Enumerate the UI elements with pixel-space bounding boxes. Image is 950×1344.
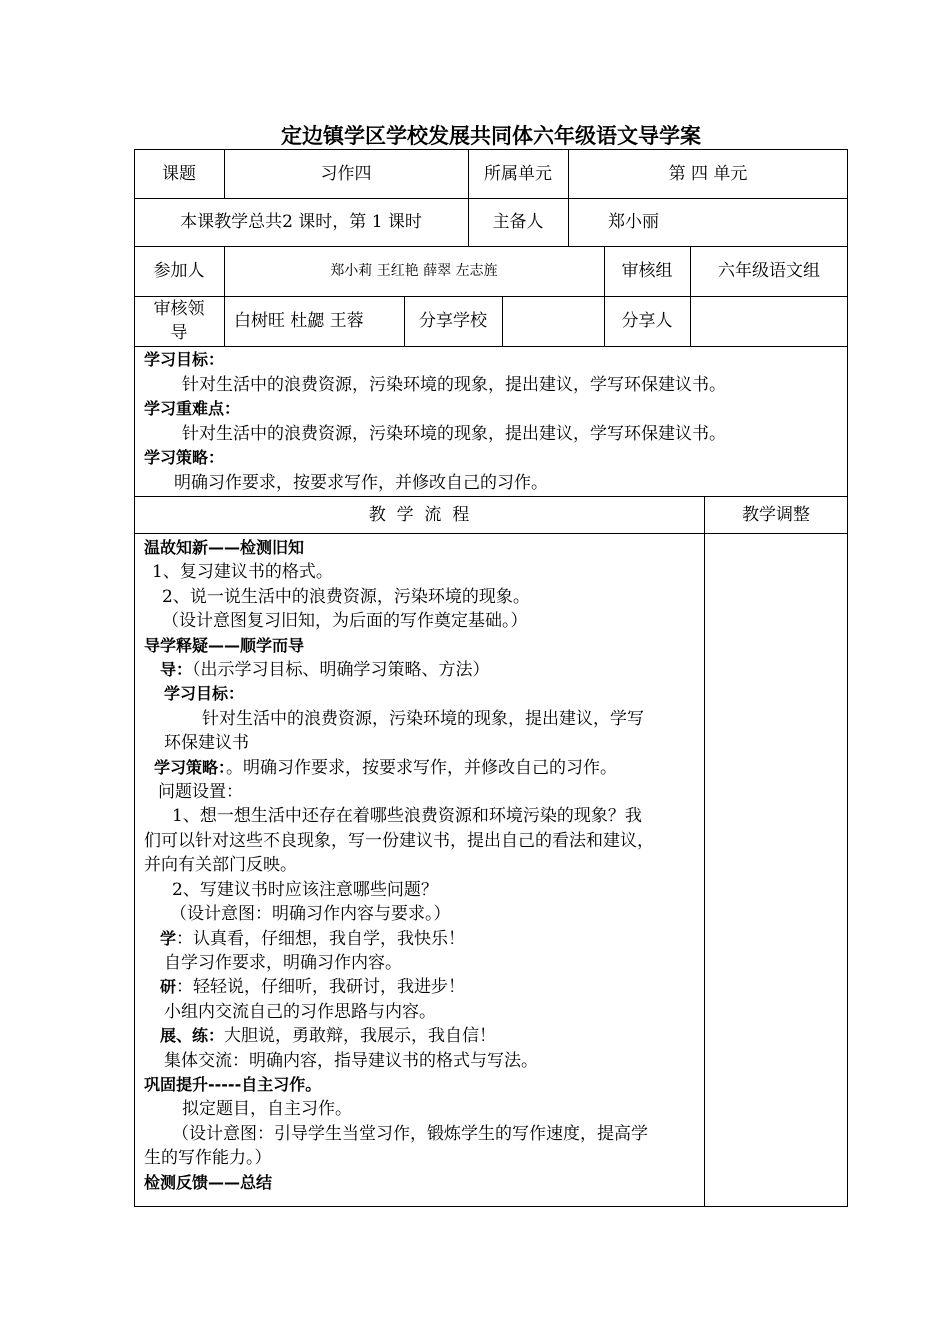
flow-line-text: 1、复习建议书的格式。 — [152, 562, 333, 583]
flow-line-text: 1、想一想生活中还存在着哪些浪费资源和环境污染的现象？我 — [172, 806, 642, 827]
flow-line — [144, 731, 700, 755]
flow-line-text: 环保建议书 — [164, 733, 249, 754]
flow-line — [144, 902, 700, 926]
label-sharer: 分享人 — [621, 311, 673, 331]
flow-line-text: 并向有关部门反映。 — [144, 855, 297, 876]
flow-line — [144, 1097, 700, 1121]
flow-line — [144, 804, 700, 828]
flow-line — [144, 1122, 700, 1146]
value-sharer — [690, 296, 848, 346]
value-review-group: 六年级语文组 — [718, 261, 820, 281]
flow-line-text: ：轻轻说，仔细听，我研讨，我进步！ — [176, 977, 466, 998]
key-points-heading: 学习重难点： — [144, 399, 241, 418]
strategy-text: 明确习作要求，按要求写作，并修改自己的习作。 — [174, 472, 548, 493]
value-share-school — [502, 296, 604, 346]
value-preparer: 郑小丽 — [608, 212, 659, 232]
flow-line-text: 生的写作能力。） — [144, 1148, 272, 1169]
flow-line-text: 集体交流：明确内容，指导建议书的格式与写法。 — [164, 1050, 538, 1071]
label-review-leaders — [134, 296, 224, 346]
flow-line-label: 研 — [160, 977, 177, 997]
flow-line-text: 们可以针对这些不良现象，写一份建议书，提出自己的看法和建议， — [144, 830, 654, 851]
goals-heading: 学习目标： — [144, 350, 225, 369]
flow-line-text: 小组内交流自己的习作思路与内容。 — [164, 1001, 436, 1022]
flow-line-text: 学习目标： — [164, 684, 245, 704]
flow-line-text: 2、说一说生活中的浪费资源，污染环境的现象。 — [162, 586, 530, 607]
label-preparer: 主备人 — [492, 212, 544, 232]
flow-line — [144, 1000, 700, 1024]
flow-line — [144, 1146, 700, 1170]
label-review-leaders-line2: 导 — [170, 323, 188, 343]
strategy-heading: 学习策略： — [144, 448, 225, 467]
flow-line — [144, 853, 700, 877]
flow-line-text: 导学释疑——顺学而导 — [144, 635, 305, 655]
flow-line — [144, 658, 700, 682]
flow-line — [144, 975, 700, 999]
goals-section — [144, 348, 726, 495]
label-unit: 所属单元 — [484, 163, 552, 184]
row-divider — [134, 346, 848, 347]
flow-line-text: 检测反馈——总结 — [144, 1172, 273, 1192]
flow-line-text: 自学习作要求，明确习作内容。 — [164, 952, 402, 973]
flow-line-text: 针对生活中的浪费资源，污染环境的现象，提出建议，学写 — [202, 708, 644, 729]
flow-line — [144, 609, 700, 633]
flow-line-label: 学习策略： — [154, 757, 227, 777]
flow-line — [144, 878, 700, 902]
flow-line — [144, 634, 700, 658]
flow-header-process: 教 学 流 程 — [368, 504, 470, 525]
teaching-flow — [144, 536, 700, 1195]
flow-line — [144, 536, 700, 560]
goals-text: 针对生活中的浪费资源，污染环境的现象，提出建议，学写环保建议书。 — [182, 374, 726, 395]
flow-line-text: （出示学习目标、明确学习策略、方法） — [192, 660, 490, 681]
flow-line — [144, 707, 700, 731]
flow-line-text: 拟定题目，自主习作。 — [182, 1099, 352, 1120]
value-unit: 第 四 单元 — [668, 163, 748, 184]
flow-line-text: 巩固提升-----自主习作。 — [144, 1074, 322, 1094]
value-subject: 习作四 — [320, 163, 372, 184]
flow-line — [144, 780, 700, 804]
label-review-leaders-line1: 审核领 — [153, 299, 205, 319]
flow-line-text: 。明确习作要求，按要求写作，并修改自己的习作。 — [226, 757, 618, 778]
page-title: 定边镇学区学校发展共同体六年级语文导学案 — [281, 124, 701, 148]
flow-line — [144, 1171, 700, 1195]
flow-line — [144, 1073, 700, 1097]
flow-line-label: 展、练： — [160, 1026, 225, 1046]
flow-line — [144, 951, 700, 975]
label-subject: 课题 — [162, 163, 196, 184]
flow-line-label: 导： — [160, 660, 193, 680]
label-share-school: 分享学校 — [419, 311, 487, 331]
flow-line-text: 问题设置： — [158, 782, 243, 803]
flow-line — [144, 1024, 700, 1048]
flow-line-text: （设计意图：明确习作内容与要求。） — [170, 904, 451, 925]
flow-line-text: 大胆说，勇敢辩，我展示，我自信！ — [224, 1026, 497, 1047]
value-participants: 郑小莉 王红艳 薛翠 左志旌 — [330, 263, 498, 279]
key-points-text: 针对生活中的浪费资源，污染环境的现象，提出建议，学写环保建议书。 — [182, 423, 726, 444]
value-hours: 本课教学总共2 课时，第 1 课时 — [180, 212, 422, 232]
flow-header-adjust: 教学调整 — [742, 504, 810, 525]
label-review-group: 审核组 — [621, 261, 673, 281]
row-divider — [134, 533, 848, 534]
flow-line — [144, 682, 700, 706]
flow-line — [144, 585, 700, 609]
value-review-leaders: 白树旺 杜勰 王蓉 — [234, 311, 364, 331]
flow-line — [144, 927, 700, 951]
flow-line-label: 学 — [160, 928, 177, 948]
flow-line — [144, 1049, 700, 1073]
flow-line-text: 2、写建议书时应该注意哪些问题？ — [172, 879, 438, 900]
flow-line — [144, 756, 700, 780]
flow-line-text: 温故知新——检测旧知 — [144, 538, 305, 557]
flow-line — [144, 829, 700, 853]
flow-line — [144, 560, 700, 584]
flow-line-text: ：认真看，仔细想，我自学，我快乐！ — [176, 928, 466, 949]
col-divider — [704, 496, 705, 1207]
label-participants: 参加人 — [153, 261, 205, 281]
flow-line-text: （设计意图：引导学生当堂习作，锻炼学生的写作速度，提高学 — [172, 1123, 648, 1144]
flow-line-text: （设计意图复习旧知，为后面的写作奠定基础。） — [162, 611, 528, 632]
